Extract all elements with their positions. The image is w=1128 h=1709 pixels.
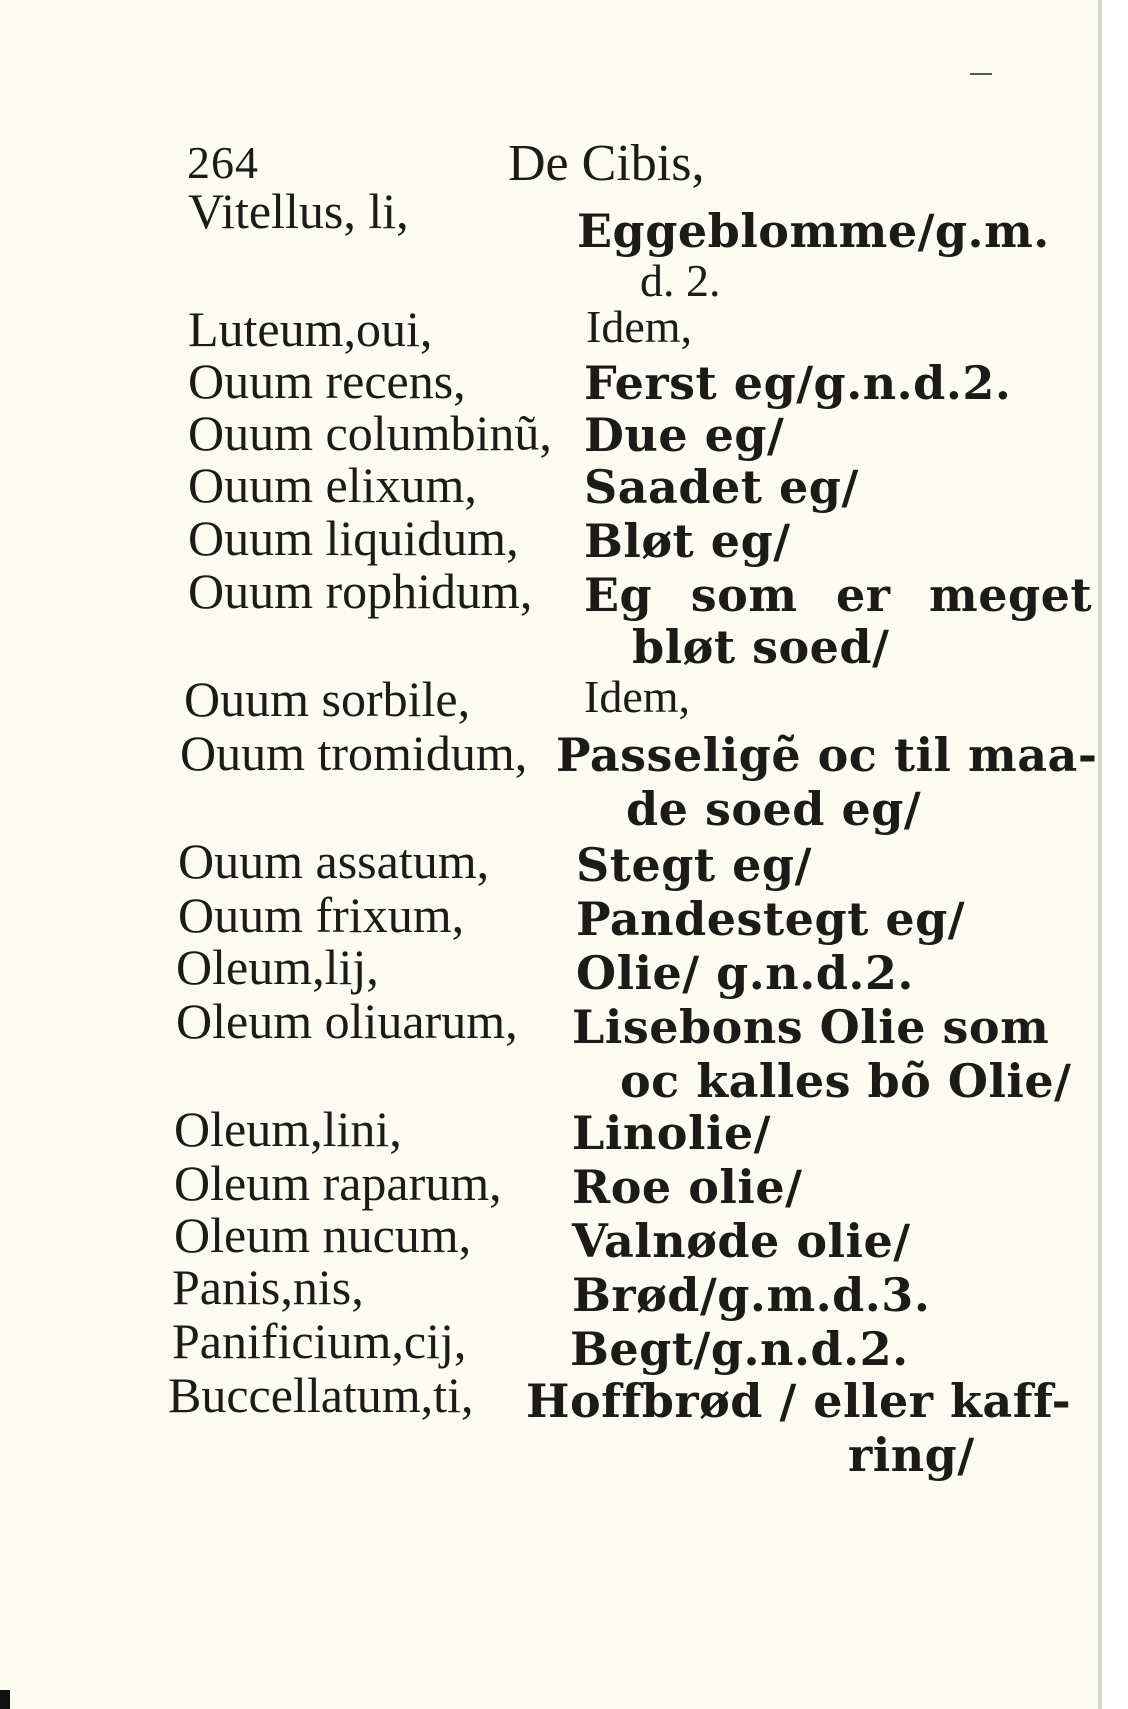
entry-vernacular: Idem, (584, 671, 691, 722)
entry-vernacular: Bløt eg/ (584, 514, 791, 568)
entry-latin: Oleum,lij, (176, 939, 379, 995)
scan-corner-mark (0, 1690, 10, 1709)
entry-latin: Ouum tromidum, (180, 725, 528, 781)
entry-vernacular: Begt/g.n.d.2. (570, 1322, 909, 1376)
entry-vernacular: Saadet eg/ (584, 460, 859, 514)
entry-latin: Buccellatum,ti, (168, 1367, 474, 1423)
entry-latin: Oleum oliuarum, (176, 993, 518, 1049)
entry-latin: Ouum frixum, (178, 887, 465, 943)
entry-vernacular: Idem, (586, 301, 693, 352)
entry-latin: Vitellus, li, (188, 183, 409, 239)
entry-vernacular: Eg som er meget (584, 568, 1093, 622)
entry-vernacular-cont: ring/ (848, 1428, 975, 1482)
entry-vernacular: Passeligẽ oc til maa- (556, 728, 1098, 782)
entry-vernacular: Stegt eg/ (576, 838, 812, 892)
entry-latin: Oleum nucum, (174, 1207, 472, 1263)
entry-latin: Ouum liquidum, (188, 510, 519, 566)
page-edge (1098, 0, 1102, 1709)
entry-vernacular: Pandestegt eg/ (576, 892, 966, 946)
entry-vernacular-cont: bløt soed/ (632, 620, 890, 674)
entry-vernacular: Ferst eg/g.n.d.2. (584, 356, 1012, 410)
entry-latin: Panis,nis, (172, 1259, 364, 1315)
entry-vernacular: Brød/g.m.d.3. (572, 1268, 931, 1322)
entry-latin: Luteum,oui, (188, 301, 433, 357)
entry-latin: Ouum rophidum, (188, 563, 533, 619)
entry-latin: Ouum columbinũ, (188, 405, 552, 461)
entry-latin: Ouum assatum, (178, 833, 490, 889)
page-title: De Cibis, (508, 135, 705, 192)
entry-vernacular: Lisebons Olie som (572, 1000, 1050, 1054)
entry-latin: Oleum raparum, (174, 1155, 502, 1211)
entry-vernacular: Due eg/ (584, 408, 785, 462)
entry-latin: Panificium,cij, (172, 1313, 467, 1369)
page-number: 264 (187, 137, 259, 188)
entry-latin: Ouum sorbile, (184, 671, 471, 727)
margin-mark (970, 73, 992, 75)
entry-vernacular: Eggeblomme/g.m. (577, 204, 1050, 258)
entry-vernacular: Olie/ g.n.d.2. (576, 946, 914, 1000)
entry-vernacular: Linolie/ (572, 1106, 771, 1160)
entry-vernacular: Roe olie/ (572, 1160, 803, 1214)
entry-latin: Ouum elixum, (188, 457, 477, 513)
entry-latin: Oleum,lini, (174, 1101, 402, 1157)
entry-vernacular-cont: oc kalles bõ Olie/ (620, 1054, 1072, 1108)
entry-vernacular-cont: de soed eg/ (626, 782, 922, 836)
entry-vernacular: Valnøde olie/ (572, 1214, 911, 1268)
entry-vernacular-cont: d. 2. (640, 255, 721, 306)
entry-vernacular: Hoffbrød / eller kaff- (526, 1374, 1072, 1428)
entry-latin: Ouum recens, (188, 353, 466, 409)
